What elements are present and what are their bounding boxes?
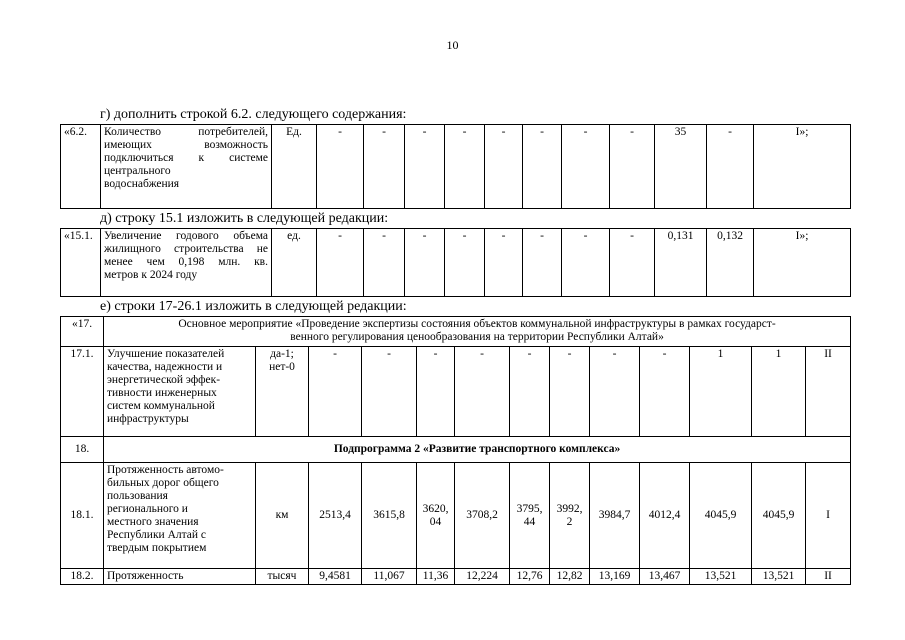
value-cell: 4045,9: [752, 463, 806, 569]
unit-cell: ед.: [272, 229, 317, 297]
value-cell: 4012,4: [640, 463, 690, 569]
row-number: 18.: [61, 437, 104, 463]
value-cell: 3620, 04: [417, 463, 455, 569]
value-cell: -: [590, 347, 640, 437]
row-number: «17.: [61, 317, 104, 347]
indicator-name: Протяженность: [104, 569, 256, 585]
value-cell: -: [640, 347, 690, 437]
value-cell: I»;: [754, 229, 851, 297]
value-cell: I: [806, 463, 851, 569]
indicator-name: Количество потребителей, имеющих возможность подключиться к системе центрального водоснабжения: [101, 125, 272, 209]
value-cell: 3708,2: [455, 463, 510, 569]
paragraph-g: г) дополнить строкой 6.2. следующего содержания:: [100, 107, 407, 122]
activity-title: Основное мероприятие «Проведение экспертизы состояния объектов коммунальной инфраструктуры в рамках государст- венного регулирования ценообразования на территории Республики Алтай»: [104, 317, 851, 347]
value-cell: 12,82: [550, 569, 590, 585]
value-cell: -: [455, 347, 510, 437]
value-cell: -: [523, 229, 562, 297]
table-row-15-1: [60, 228, 851, 297]
value-cell: 12,76: [510, 569, 550, 585]
indicator-name: Протяженность автомо- бильных дорог общего пользования регионального и местного значения Республики Алтай с твердым покрытием: [104, 463, 256, 569]
value-cell: 3615,8: [362, 463, 417, 569]
row-number: 17.1.: [61, 347, 104, 437]
row-number: «15.1.: [61, 229, 101, 297]
value-cell: 3992, 2: [550, 463, 590, 569]
table-row: [61, 229, 851, 297]
value-cell: -: [309, 347, 362, 437]
value-cell: 13,169: [590, 569, 640, 585]
value-cell: -: [417, 347, 455, 437]
table-row: [61, 437, 851, 463]
page-number: 10: [446, 38, 459, 52]
value-cell: 0,131: [655, 229, 707, 297]
value-cell: -: [485, 229, 523, 297]
value-cell: 1: [690, 347, 752, 437]
value-cell: -: [317, 125, 364, 209]
value-cell: -: [562, 125, 610, 209]
value-cell: -: [362, 347, 417, 437]
value-cell: 13,467: [640, 569, 690, 585]
row-number: 18.2.: [61, 569, 104, 585]
table-row-6-2: [60, 124, 851, 209]
value-cell: 13,521: [752, 569, 806, 585]
value-cell: 13,521: [690, 569, 752, 585]
unit-cell: Ед.: [272, 125, 317, 209]
row-number: «6.2.: [61, 125, 101, 209]
value-cell: -: [405, 125, 445, 209]
value-cell: -: [445, 125, 485, 209]
table-row: [61, 569, 851, 585]
value-cell: -: [317, 229, 364, 297]
value-cell: 3795, 44: [510, 463, 550, 569]
value-cell: 4045,9: [690, 463, 752, 569]
value-cell: II: [806, 347, 851, 437]
indicator-name: Увеличение годового объема жилищного строительства не менее чем 0,198 млн. кв. метров к 2024 году: [101, 229, 272, 297]
value-cell: 1: [752, 347, 806, 437]
table-row: [61, 125, 851, 209]
value-cell: 3984,7: [590, 463, 640, 569]
table-rows-17-18: [60, 316, 851, 585]
table-row: [61, 347, 851, 437]
value-cell: -: [550, 347, 590, 437]
value-cell: 9,4581: [309, 569, 362, 585]
subprogram-title: Подпрограмма 2 «Развитие транспортного комплекса»: [104, 437, 851, 463]
unit-cell: км: [256, 463, 309, 569]
value-cell: I»;: [754, 125, 851, 209]
value-cell: -: [445, 229, 485, 297]
indicator-name: Улучшение показателей качества, надежности и энергетической эффек- тивности инженерных систем коммунальной инфраструктуры: [104, 347, 256, 437]
value-cell: -: [510, 347, 550, 437]
value-cell: -: [364, 229, 405, 297]
row-number: 18.1.: [61, 463, 104, 569]
value-cell: -: [523, 125, 562, 209]
value-cell: 11,067: [362, 569, 417, 585]
unit-cell: да-1; нет-0: [256, 347, 309, 437]
value-cell: 12,224: [455, 569, 510, 585]
value-cell: -: [364, 125, 405, 209]
value-cell: -: [485, 125, 523, 209]
value-cell: 35: [655, 125, 707, 209]
value-cell: -: [610, 229, 655, 297]
paragraph-e: е) строки 17-26.1 изложить в следующей редакции:: [100, 299, 407, 314]
paragraph-d: д) строку 15.1 изложить в следующей редакции:: [100, 211, 389, 226]
value-cell: -: [562, 229, 610, 297]
value-cell: -: [610, 125, 655, 209]
value-cell: II: [806, 569, 851, 585]
value-cell: 2513,4: [309, 463, 362, 569]
value-cell: 0,132: [707, 229, 754, 297]
unit-cell: тысяч: [256, 569, 309, 585]
value-cell: -: [707, 125, 754, 209]
value-cell: -: [405, 229, 445, 297]
value-cell: 11,36: [417, 569, 455, 585]
table-row: [61, 317, 851, 347]
table-row: [61, 463, 851, 569]
